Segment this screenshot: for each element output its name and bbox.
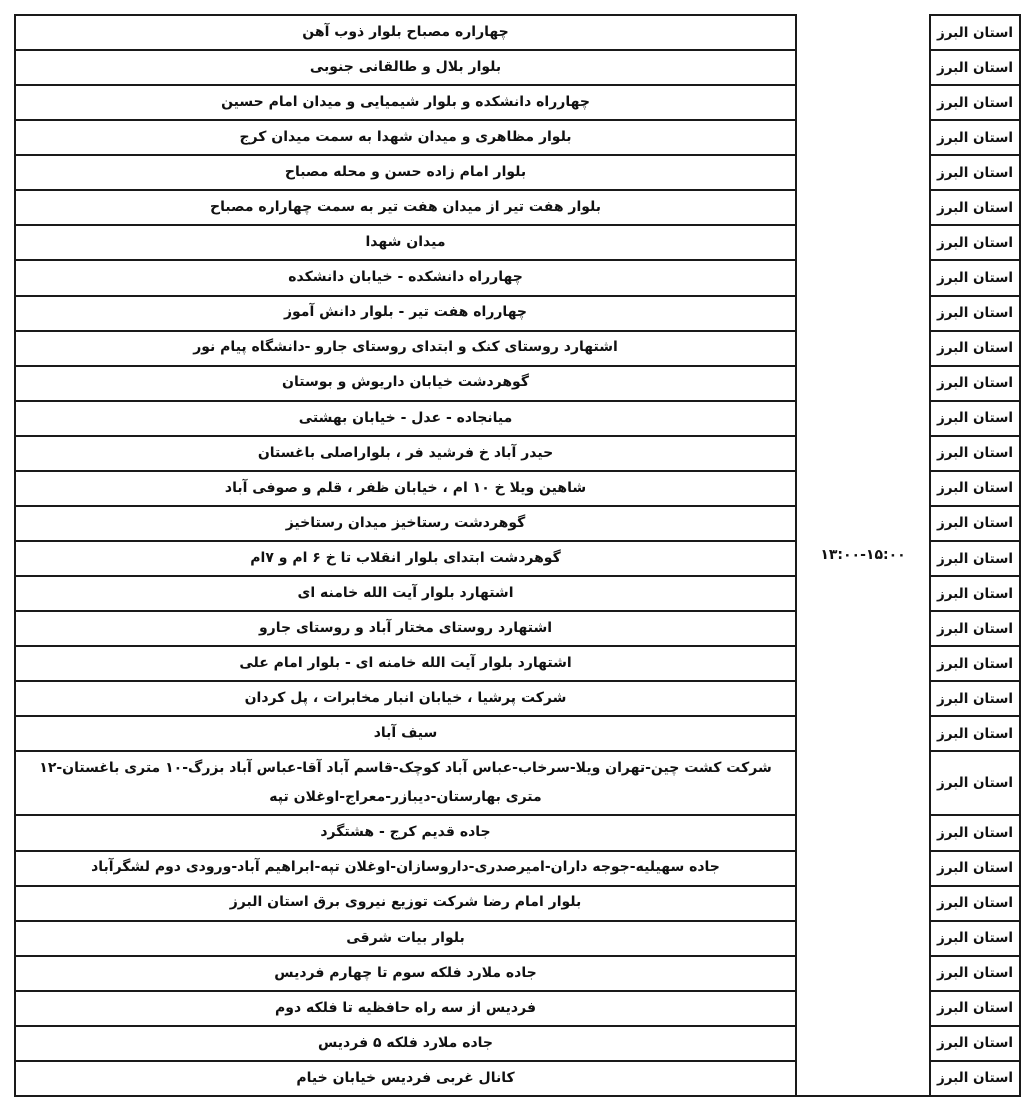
address-cell: کانال غربی فردیس خیابان خیام — [16, 1062, 795, 1095]
province-cell: استان البرز — [931, 612, 1019, 645]
address-cell: گوهردشت خیابان داریوش و بوستان — [16, 367, 795, 400]
time-column-top-gap — [797, 14, 929, 16]
outage-schedule-table — [14, 14, 1021, 1097]
address-cell: چهارراه دانشکده و بلوار شیمیایی و میدان امام حسین — [16, 86, 795, 119]
address-cell: اشتهارد بلوار آیت الله خامنه ای - بلوار امام علی — [16, 647, 795, 680]
province-cell: استان البرز — [931, 191, 1019, 224]
province-cell: استان البرز — [931, 261, 1019, 294]
province-cell: استان البرز — [931, 472, 1019, 505]
address-cell: گوهردشت رستاخیز میدان رستاخیز — [16, 507, 795, 540]
province-cell: استان البرز — [931, 887, 1019, 920]
address-cell: حیدر آباد خ فرشید فر ، بلواراصلی باغستان — [16, 437, 795, 470]
province-cell: استان البرز — [931, 51, 1019, 84]
address-cell: بلوار مظاهری و میدان شهدا به سمت میدان کرج — [16, 121, 795, 154]
province-cell: استان البرز — [931, 402, 1019, 435]
province-cell: استان البرز — [931, 507, 1019, 540]
province-cell: استان البرز — [931, 816, 1019, 849]
address-cell: بلوار بیات شرقی — [16, 922, 795, 955]
address-cell: شرکت کشت چین-تهران ویلا-سرخاب-عباس آباد کوچک-قاسم آباد آقا-عباس آباد بزرگ-۱۰ متری باغستان-۱۲ متری بهارستان-دیبازر-معراج-اوغلان تپه — [16, 752, 795, 814]
address-cell: چهاراره مصباح بلوار ذوب آهن — [16, 16, 795, 49]
address-cell: بلوار بلال و طالقانی جنوبی — [16, 51, 795, 84]
province-cell: استان البرز — [931, 992, 1019, 1025]
province-cell: استان البرز — [931, 226, 1019, 259]
province-cell: استان البرز — [931, 647, 1019, 680]
province-cell: استان البرز — [931, 437, 1019, 470]
province-cell: استان البرز — [931, 156, 1019, 189]
province-cell: استان البرز — [931, 1062, 1019, 1095]
province-cell: استان البرز — [931, 16, 1019, 49]
address-cell: بلوار امام رضا شرکت توزیع نیروی برق استان البرز — [16, 887, 795, 920]
address-cell: میانجاده - عدل - خیابان بهشتی — [16, 402, 795, 435]
address-cell: چهارراه هفت تیر - بلوار دانش آموز — [16, 297, 795, 330]
address-cell: بلوار هفت تیر از میدان هفت تیر به سمت چهاراره مصباح — [16, 191, 795, 224]
address-cell: اشتهارد روستای مختار آباد و روستای جارو — [16, 612, 795, 645]
province-cell: استان البرز — [931, 852, 1019, 885]
address-cell: فردیس از سه راه حافظیه تا فلکه دوم — [16, 992, 795, 1025]
time-range: ۱۳:۰۰-۱۵:۰۰ — [820, 547, 906, 564]
address-cell: بلوار امام زاده حسن و محله مصباح — [16, 156, 795, 189]
province-cell: استان البرز — [931, 297, 1019, 330]
province-cell: استان البرز — [931, 367, 1019, 400]
address-cell: جاده ملارد فلکه سوم تا چهارم فردیس — [16, 957, 795, 990]
province-cell: استان البرز — [931, 121, 1019, 154]
address-cell: شرکت پرشیا ، خیابان انبار مخابرات ، پل کردان — [16, 682, 795, 715]
province-cell: استان البرز — [931, 717, 1019, 750]
province-cell: استان البرز — [931, 922, 1019, 955]
province-cell: استان البرز — [931, 752, 1019, 814]
address-cell: سیف آباد — [16, 717, 795, 750]
province-cell: استان البرز — [931, 1027, 1019, 1060]
address-cell: گوهردشت ابتدای بلوار انقلاب تا خ ۶ ام و ۷ام — [16, 542, 795, 575]
province-cell: استان البرز — [931, 542, 1019, 575]
province-cell: استان البرز — [931, 577, 1019, 610]
address-cell: چهارراه دانشکده - خیابان دانشکده — [16, 261, 795, 294]
province-cell: استان البرز — [931, 86, 1019, 119]
time-range-cell — [797, 16, 929, 1095]
address-cell: جاده سهیلیه-جوجه داران-امیرصدری-داروسازان-اوغلان تپه-ابراهیم آباد-ورودی دوم لشگرآباد — [16, 852, 795, 885]
province-cell: استان البرز — [931, 957, 1019, 990]
address-cell: اشتهارد بلوار آیت الله خامنه ای — [16, 577, 795, 610]
address-cell: شاهین ویلا خ ۱۰ ام ، خیابان ظفر ، قلم و صوفی آباد — [16, 472, 795, 505]
address-cell: اشتهارد روستای کنک و ابتدای روستای جارو -دانشگاه پیام نور — [16, 332, 795, 365]
province-cell: استان البرز — [931, 332, 1019, 365]
address-cell: جاده قدیم کرج - هشتگرد — [16, 816, 795, 849]
address-cell: جاده ملارد فلکه ۵ فردیس — [16, 1027, 795, 1060]
province-cell: استان البرز — [931, 682, 1019, 715]
address-cell: میدان شهدا — [16, 226, 795, 259]
